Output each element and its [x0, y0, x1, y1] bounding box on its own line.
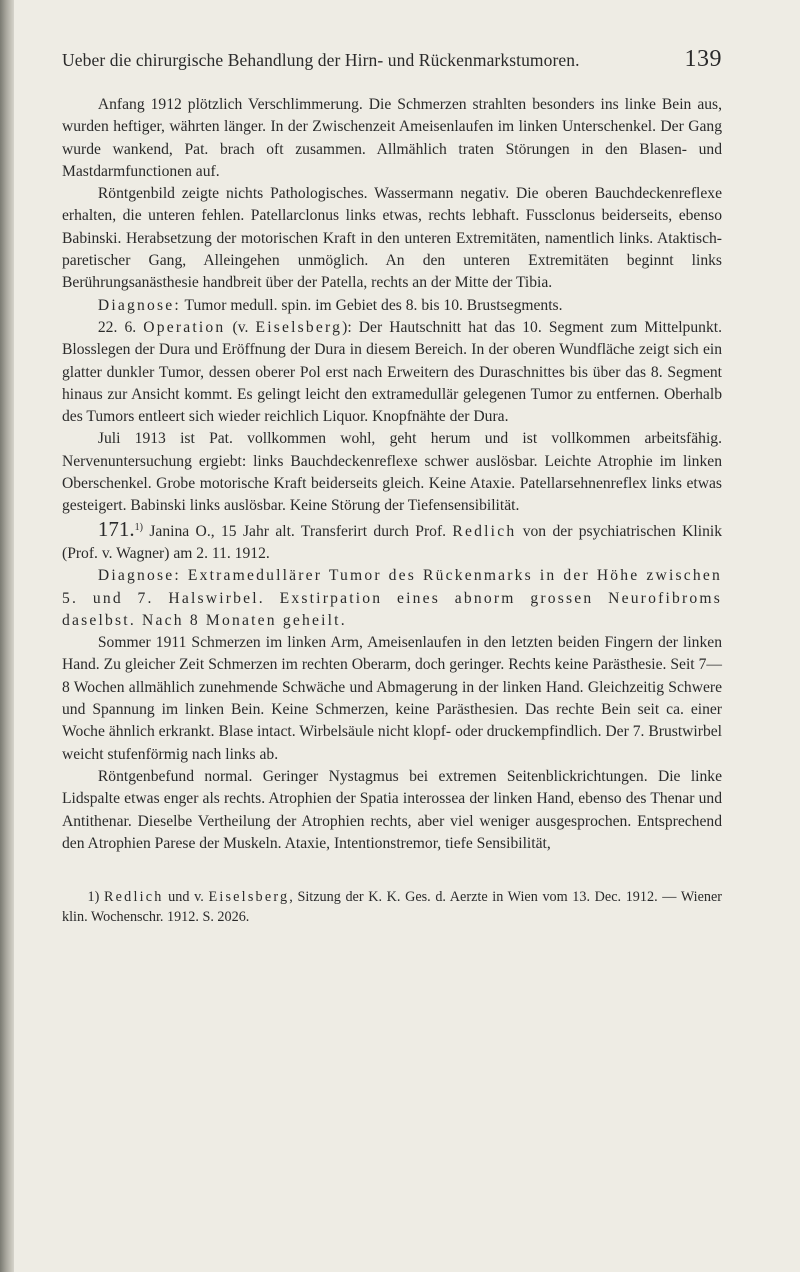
operation-label: Operation	[143, 318, 226, 336]
footnote-marker: 1)	[87, 889, 100, 906]
operation-date: 22. 6.	[97, 318, 137, 336]
case-intro-a: Janina O., 15 Jahr alt. Transferirt durch Prof.	[142, 522, 453, 540]
footnote-mid: und v.	[163, 889, 209, 906]
case-number: 171.	[97, 516, 135, 541]
paragraph-history: Anfang 1912 plötzlich Verschlimmerung. Die Schmerzen strahlten besonders ins linke Bein aus, wurden heftiger, währten länger. In der Zwischenzeit Ameisenlaufen im linken Unterschenkel. Der Gang wurde wankend, Pat. brach oft zusammen. Allmählich traten Störungen in den Blasen- und Mastdarmfunctionen auf.	[62, 96, 722, 180]
book-page	[62, 46, 722, 927]
case-intro-b: von der psychiatrischen Klinik (Prof. v. Wagner) am 2. 11. 1912.	[62, 522, 722, 562]
operation-text: ): Der Hautschnitt hat das 10. Segment zum Mittelpunkt. Blosslegen der Dura und Eröffnung der Dura in diesem Bereich. In der oberen Wundfläche zeigt sich ein glatter dunkler Tumor, dessen oberer Pol erst nach Erweitern des Duraschnittes bis über das 8. Segment hinaus zur Ansicht kommt. Es gelingt leicht den extramedullär gelegenen Tumor zu entfernen. Oberhalb des Tumors entleert sich wieder reichlich Liquor. Knopfnähte der Dura.	[62, 318, 722, 426]
diagnosis-text: Tumor medull. spin. im Gebiet des 8. bis 10. Brustsegments.	[180, 296, 563, 314]
running-title: Ueber die chirurgische Behandlung der Hirn- und Rückenmarkstumoren.	[62, 50, 580, 70]
paragraph-operation	[62, 317, 722, 428]
operation-paren: (v.	[225, 318, 256, 336]
paragraph-case-171	[62, 518, 722, 566]
footnote-author-a: Redlich	[104, 889, 164, 906]
page-number: 139	[684, 46, 722, 72]
paragraph-diagnosis-170	[62, 295, 722, 317]
paragraph-history-171: Sommer 1911 Schmerzen im linken Arm, Ameisenlaufen in den letzten beiden Fingern der linken Hand. Zu gleicher Zeit Schmerzen im rechten Oberarm, doch geringer. Rechts keine Parästhesie. Seit 7—8 Wochen allmählich zunehmende Schwäche und Abmagerung in der linken Hand. Gleichzeitig Schwere und Spannung im linken Bein. Keine Schmerzen, keine Parästhesien. Das rechte Bein seit ca. einer Woche ähnlich erkrankt. Blase intact. Wirbelsäule nicht klopf- oder druckempfindlich. Der 7. Brustwirbel weicht stufenförmig nach links ab.	[62, 634, 722, 763]
footnote	[62, 888, 722, 927]
book-binding-edge	[0, 0, 14, 1272]
footnote-ref: 1)	[134, 521, 143, 533]
diagnosis-label: Diagnose:	[97, 296, 181, 314]
body-text	[62, 94, 722, 855]
surgeon-name: Eiselsberg	[255, 318, 343, 336]
paragraph-diagnosis-171	[62, 565, 722, 632]
diagnosis-text-171: Extramedullärer Tumor des Rückenmarks in der Höhe zwischen 5. und 7. Halswirbel. Exstirpation eines abnorm grossen Neurofibroms daselbst. Nach 8 Monaten geheilt.	[62, 567, 722, 629]
running-header	[62, 46, 722, 76]
case-referrer: Redlich	[452, 522, 517, 540]
footnote-divider	[62, 871, 722, 879]
paragraph-findings-171: Röntgenbefund normal. Geringer Nystagmus bei extremen Seitenblickrichtungen. Die linke Lidspalte etwas enger als rechts. Atrophien der Spatia interossea der linken Hand, ebenso des Thenar und Antithenar. Dieselbe Vertheilung der Atrophien rechts, aber viel weniger ausgesprochen. Entsprechend den Atrophien Parese der Muskeln. Ataxie, Intentionstremor, tiefe Sensibilität,	[62, 767, 722, 852]
footnote-text: , Sitzung der K. K. Ges. d. Aerzte in Wien vom 13. Dec. 1912. — Wiener klin. Wochenschr. 1912. S. 2026.	[62, 889, 722, 925]
paragraph-findings: Röntgenbild zeigte nichts Pathologisches. Wassermann negativ. Die oberen Bauchdeckenreflexe erhalten, die unteren fehlen. Patellarclonus links etwas, rechts lebhaft. Fussclonus beiderseits, ebenso Babinski. Herabsetzung der motorischen Kraft in den unteren Extremitäten, namentlich links. Ataktisch-paretischer Gang, Alleingehen unmöglich. An den unteren Extremitäten beginnt links Berührungsanästhesie handbreit über der Patella, rechts an der Mitte der Tibia.	[62, 185, 722, 292]
diagnosis-label-171: Diagnose:	[97, 567, 181, 585]
footnote-author-b: Eiselsberg	[208, 889, 290, 906]
paragraph-followup: Juli 1913 ist Pat. vollkommen wohl, geht herum und ist vollkommen arbeitsfähig. Nervenuntersuchung ergiebt: links Bauchdeckenreflexe schwer auslösbar. Leichte Atrophie im linken Oberschenkel. Grobe motorische Kraft beiderseits gleich. Keine Ataxie. Patellarsehnenreflex links etwas gesteigert. Babinski links auslösbar. Keine Störung der Tiefensensibilität.	[62, 430, 722, 515]
